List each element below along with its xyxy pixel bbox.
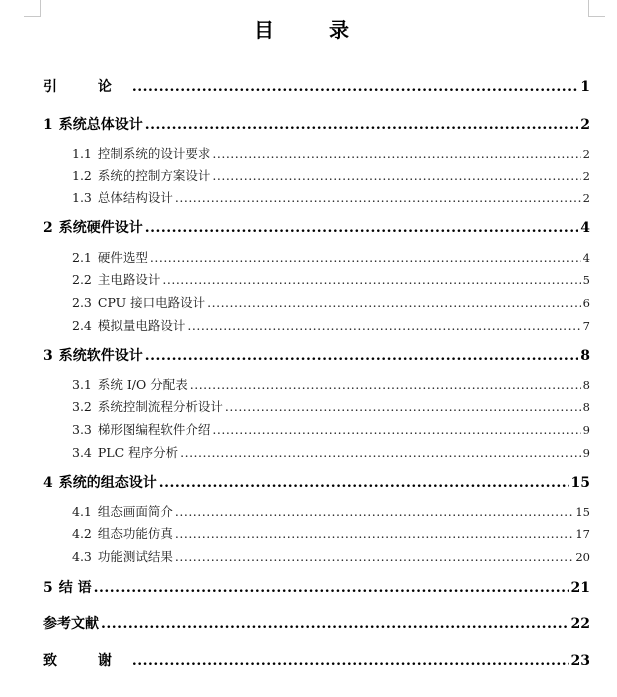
toc-entry-section-2-4[interactable] [72,316,590,334]
toc-entry-text: 硬件选型 [97,250,148,265]
toc-entry-text: 模拟量电路设计 [97,318,186,333]
toc-entry-number: 3.2 [72,399,92,414]
toc-page-number: 5 [582,273,590,287]
toc-entry-chapter-1[interactable] [43,114,590,134]
toc-leader-dots [175,504,573,519]
toc-entry-number: 4 [43,475,53,491]
toc-entry-number: 2.2 [72,272,92,287]
toc-entry-number: 1.2 [72,168,92,183]
toc-entry-chapter-3[interactable] [43,345,590,365]
toc-entry-section-2-1[interactable] [72,248,590,266]
toc-entry-section-2-3[interactable] [72,293,590,311]
toc-leader-dots [145,348,579,364]
toc-entry-section-3-4[interactable] [72,443,590,461]
toc-entry-section-1-2[interactable] [72,166,590,184]
toc-leader-dots [101,616,569,632]
toc-entry-text: 系统控制流程分析设计 [97,399,223,414]
toc-leader-dots [162,272,580,287]
toc-entry-text: 主电路设计 [97,272,161,287]
toc-entry-text: 系统总体设计 [58,117,143,133]
toc-entry-text: 引 论 [43,79,130,95]
toc-page-number: 23 [570,653,590,669]
toc-page-number: 15 [570,475,590,491]
toc-page-number: 8 [580,348,590,364]
toc-entry-text: 致 谢 [43,653,130,669]
toc-page-number: 22 [570,616,590,632]
toc-entry-number: 3.1 [72,377,92,392]
toc-entry-section-3-2[interactable] [72,397,590,415]
toc-entry-conclusion[interactable] [43,577,590,597]
toc-page-number: 21 [570,580,590,596]
toc-page-number: 4 [582,251,590,265]
toc-entry-number: 2 [43,220,53,236]
toc-entry-number: 1.3 [72,190,92,205]
toc-entry-section-1-1[interactable] [72,144,590,162]
toc-page-number: 9 [582,446,590,460]
toc-entry-section-3-3[interactable] [72,420,590,438]
toc-entry-text: 系统的组态设计 [58,475,157,491]
toc-entry-text: 系统软件设计 [58,348,143,364]
toc-page-number: 2 [582,169,590,183]
toc-entry-number: 2.1 [72,250,92,265]
toc-page-number: 6 [582,296,590,310]
toc-entry-number: 4.3 [72,549,92,564]
toc-page-number: 7 [582,319,590,333]
toc-entry-chapter-4[interactable] [43,472,590,492]
toc-leader-dots [207,295,581,310]
toc-leader-dots [225,399,581,414]
toc-entry-number: 4.1 [72,504,92,519]
toc-entry-number: 1.1 [72,146,92,161]
toc-page-number: 4 [580,220,590,236]
toc-leader-dots [150,250,581,265]
toc-entry-text: 总体结构设计 [97,190,173,205]
toc-entry-number: 2.3 [72,295,92,310]
toc-entry-section-4-1[interactable] [72,502,590,520]
toc-entry-text: PLC 程序分析 [97,445,179,460]
toc-entry-chapter-2[interactable] [43,217,590,237]
toc-entry-text: 系统 I/O 分配表 [97,377,188,392]
toc-leader-dots [190,377,581,392]
toc-page-number: 20 [575,550,590,564]
toc-page-number: 2 [582,191,590,205]
toc-entry-section-2-2[interactable] [72,270,590,288]
toc-entry-text: 组态功能仿真 [97,526,173,541]
toc-page-number: 9 [582,423,590,437]
toc-leader-dots [212,422,580,437]
toc-leader-dots [175,526,573,541]
toc-entry-number: 3.4 [72,445,92,460]
toc-entry-text: 结 语 [58,580,92,596]
toc-leader-dots [212,168,580,183]
toc-entry-acknowledgements[interactable] [43,650,590,670]
toc-entry-section-4-3[interactable] [72,547,590,565]
toc-leader-dots [132,653,569,669]
toc-page-number: 15 [575,505,590,519]
toc-entry-references[interactable] [43,613,590,633]
toc-title: 目 录 [254,18,373,42]
toc-leader-dots [175,190,581,205]
toc-page-number: 8 [582,400,590,414]
toc-entry-text: 功能测试结果 [97,549,173,564]
toc-entry-text: CPU 接口电路设计 [97,295,206,310]
toc-entry-number: 1 [43,117,53,133]
toc-leader-dots [175,549,573,564]
toc-entry-text: 控制系统的设计要求 [97,146,211,161]
toc-page-number: 8 [582,378,590,392]
toc-entry-text: 系统的控制方案设计 [97,168,211,183]
toc-leader-dots [132,79,578,95]
toc-page-number: 2 [582,147,590,161]
toc-leader-dots [180,445,581,460]
toc-entry-section-1-3[interactable] [72,188,590,206]
toc-page-number: 1 [580,79,590,95]
toc-entry-text: 组态画面简介 [97,504,173,519]
toc-entry-number: 5 [43,580,53,596]
toc-entry-text: 系统硬件设计 [58,220,143,236]
toc-entry-text: 参考文献 [43,616,99,632]
toc-leader-dots [187,318,580,333]
toc-page-number: 17 [575,527,590,541]
toc-entry-number: 2.4 [72,318,92,333]
toc-leader-dots [159,475,569,491]
toc-entry-number: 3 [43,348,53,364]
toc-page-number: 2 [580,117,590,133]
toc-entry-section-4-2[interactable] [72,524,590,542]
toc-entry-number: 3.3 [72,422,92,437]
toc-entry-section-3-1[interactable] [72,375,590,393]
toc-leader-dots [212,146,580,161]
toc-entry-introduction[interactable] [43,76,590,96]
toc-leader-dots [94,580,569,596]
toc-entry-text: 梯形图编程软件介绍 [97,422,211,437]
toc-leader-dots [145,117,579,133]
toc-entry-number: 4.2 [72,526,92,541]
toc-leader-dots [145,220,579,236]
